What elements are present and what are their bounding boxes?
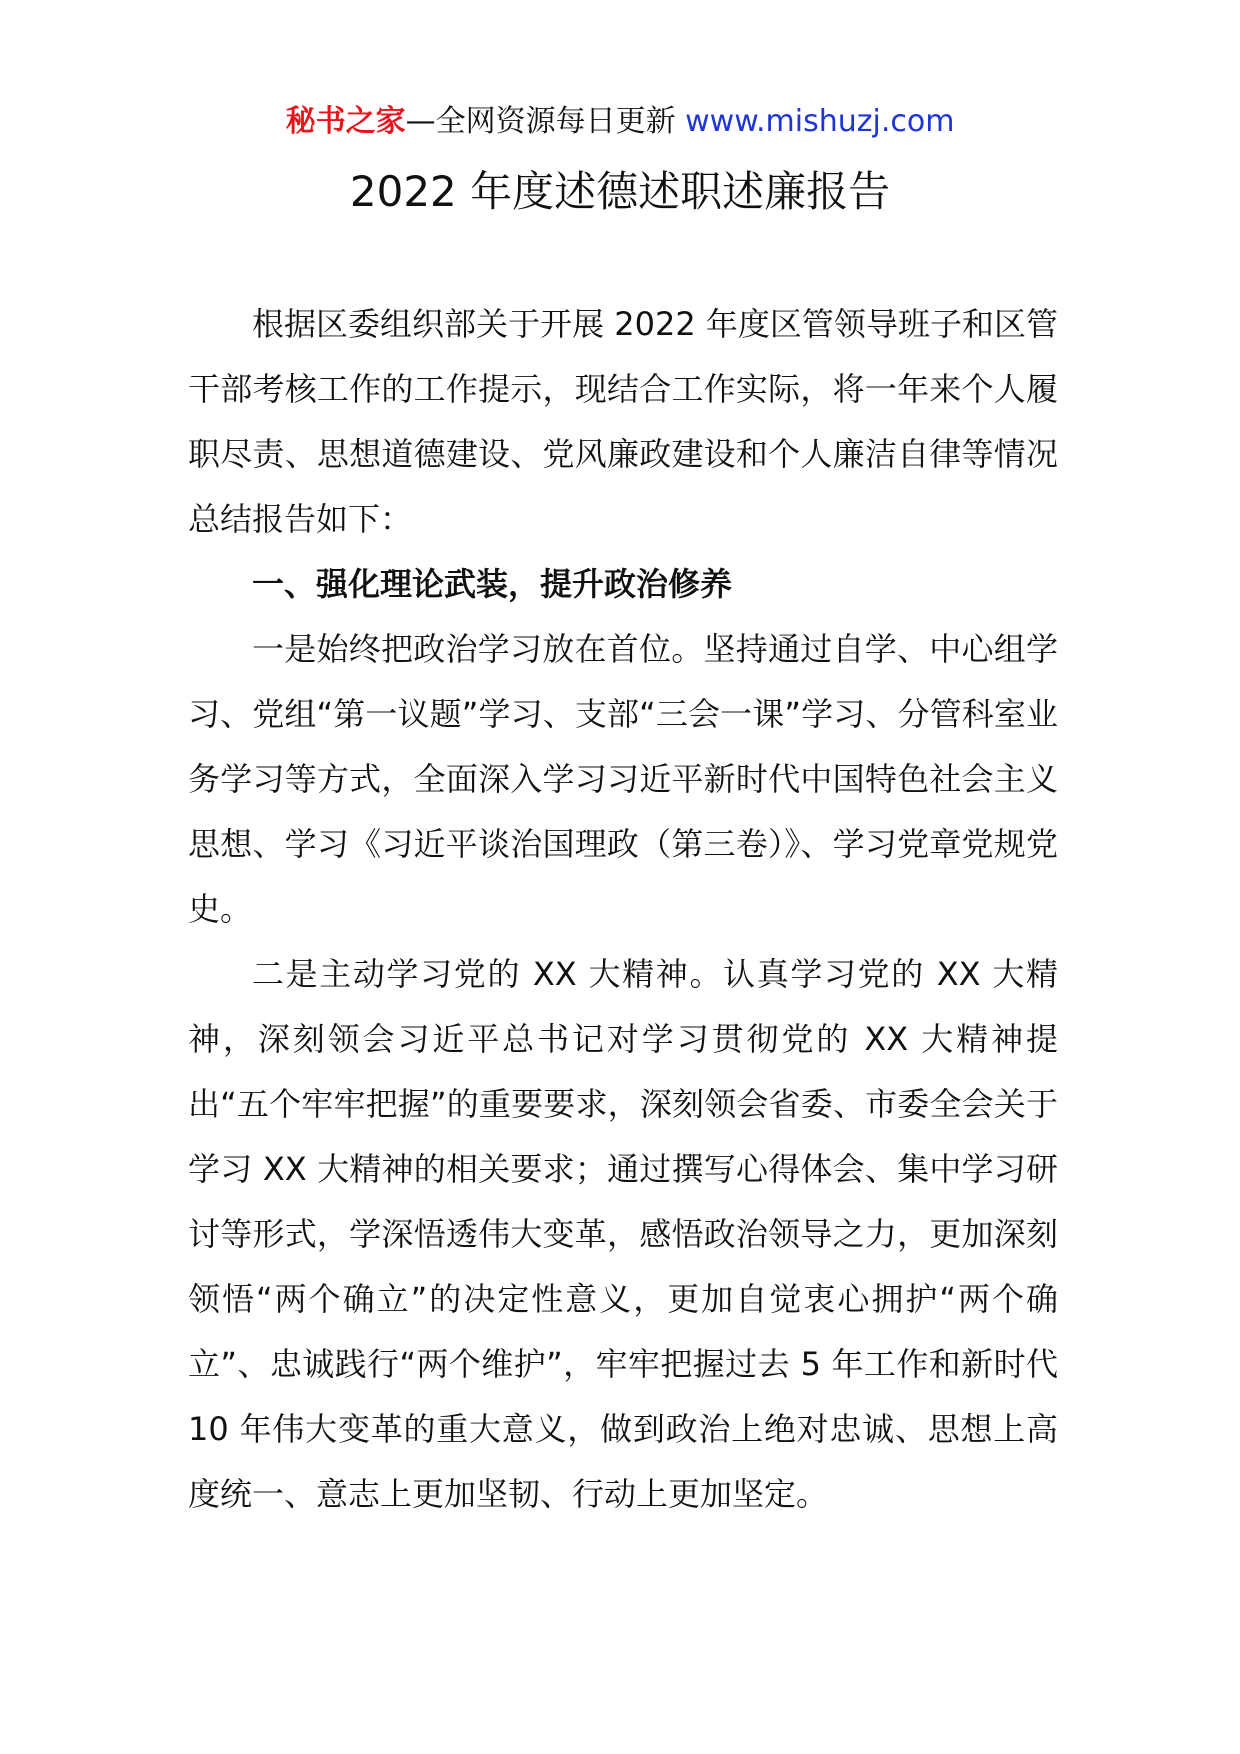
body-paragraph-1: 一是始终把政治学习放在首位。坚持通过自学、中心组学习、党组“第一议题”学习、支部“三会一课”学习、分管科室业务学习等方式，全面深入学习习近平新时代中国特色社会主义思想、学习《习近平谈治国理政（第三卷）》、学习党章党规党史。 bbox=[188, 630, 1058, 928]
document-body bbox=[188, 292, 1058, 1527]
site-brand: 秘书之家 bbox=[285, 104, 406, 139]
section-heading: 一、强化理论武装，提升政治修养 bbox=[252, 565, 733, 603]
document-title: 2022 年度述德述职述廉报告 bbox=[349, 167, 891, 216]
intro-paragraph: 根据区委组织部关于开展 2022 年度区管领导班子和区管干部考核工作的工作提示，现结合工作实际，将一年来个人履职尽责、思想道德建设、党风廉政建设和个人廉洁自律等情况总结报告如下： bbox=[188, 305, 1058, 538]
site-tagline: —全网资源每日更新 bbox=[405, 104, 686, 139]
site-url-link[interactable]: www.mishuzj.com bbox=[685, 104, 955, 139]
site-header bbox=[0, 100, 1240, 144]
body-paragraph-2: 二是主动学习党的 XX 大精神。认真学习党的 XX 大精神，深刻领会习近平总书记对学习贯彻党的 XX 大精神提出“五个牢牢把握”的重要要求，深刻领会省委、市委全会关于学习 XX 大精神的相关要求；通过撰写心得体会、集中学习研讨等形式，学深悟透伟大变革，感悟政治领导之力，更加深刻领悟“两个确立”的决定性意义，更加自觉衷心拥护“两个确立”、忠诚践行“两个维护”，牢牢把握过去 5 年工作和新时代 10 年伟大变革的重大意义，做到政治上绝对忠诚、思想上高度统一、意志上更加坚韧、行动上更加坚定。 bbox=[188, 955, 1058, 1513]
